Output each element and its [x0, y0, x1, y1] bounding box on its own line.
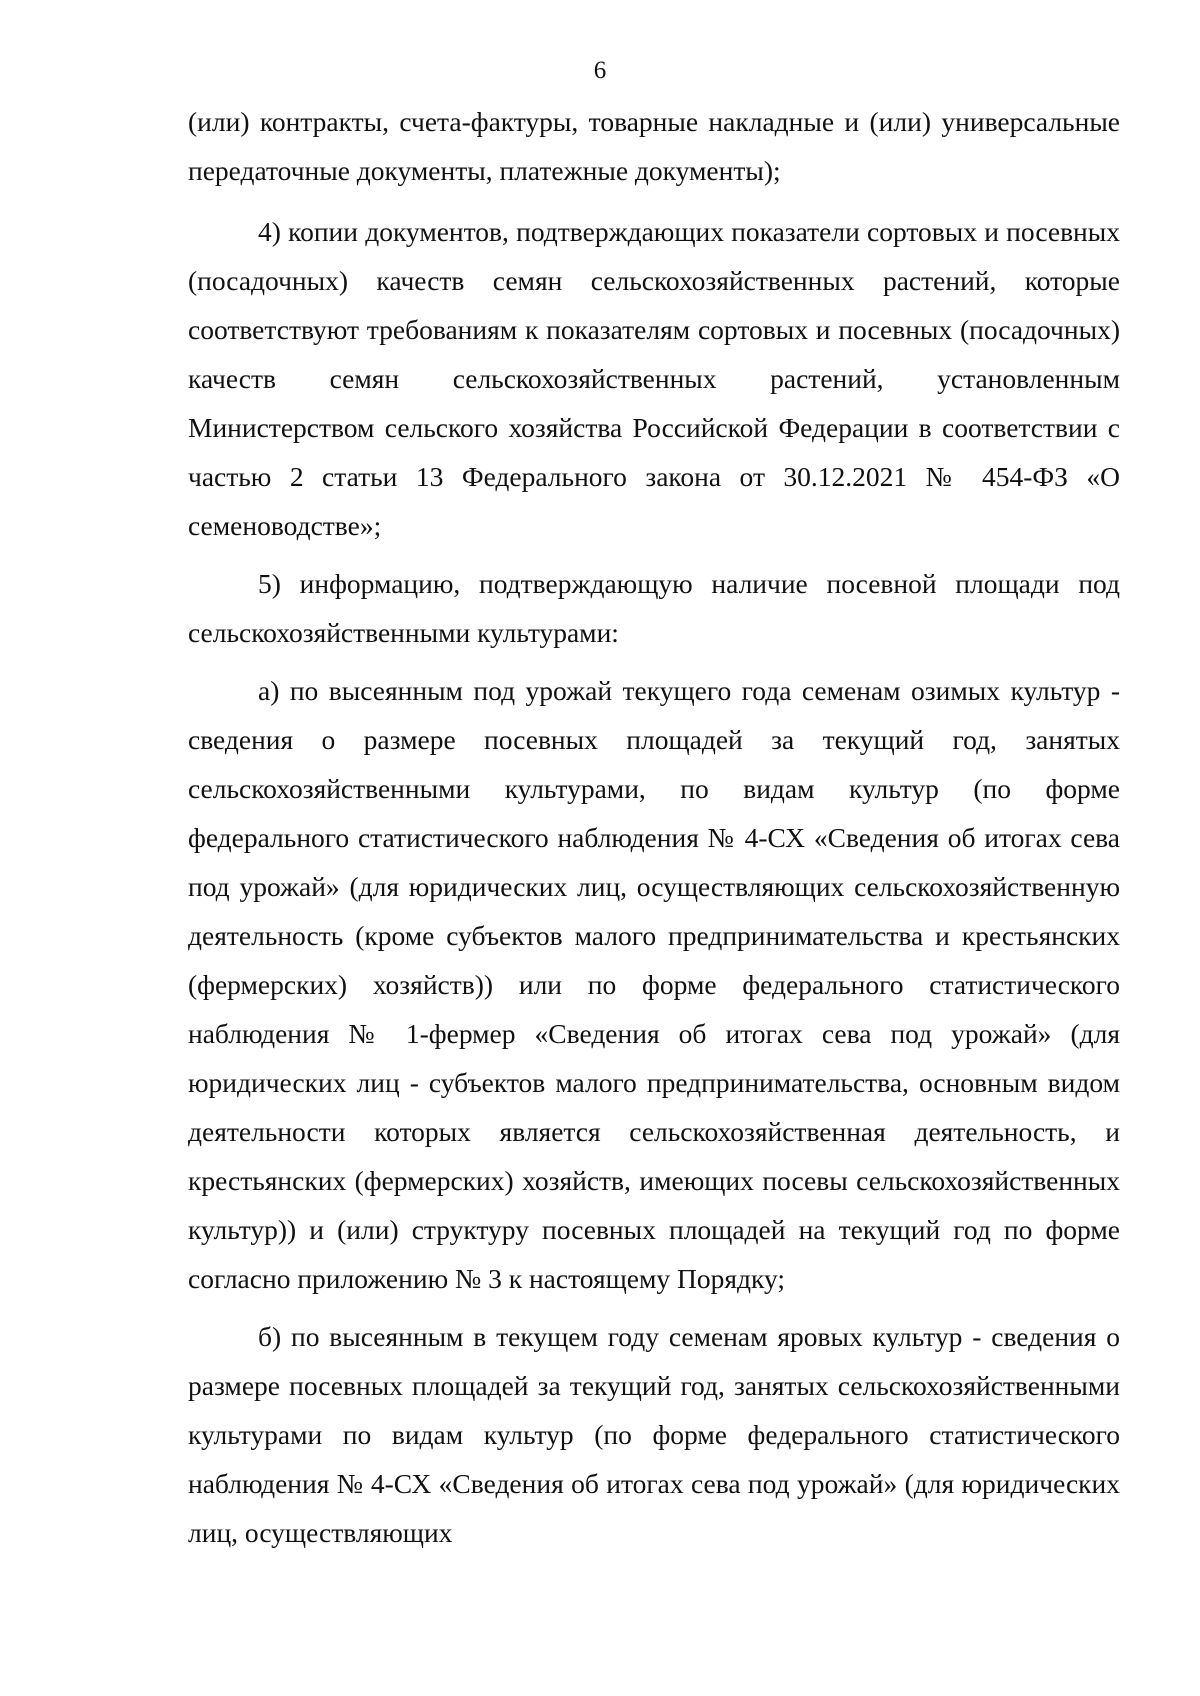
paragraph-continuation: (или) контракты, счета-фактуры, товарные накладные и (или) универсальные передаточные документы, платежные документы); [188, 106, 1120, 186]
paragraph-subitem-a: а) по высеянным под урожай текущего года семенам озимых культур - сведения о размере посевных площадей за текущий год, занятых сельскохозяйственными культурами, по видам культур (по форме федерального статистического наблюдения № 4-СХ «Сведения об итогах сева под урожай» (для юридических лиц, осуществляющих сельскохозяйственную деятельность (кроме субъектов малого предпринимательства и крестьянских (фермерских) хозяйств)) или по форме федерального статистического наблюдения № 1-фермер «Сведения об итогах сева под урожай» (для юридических лиц - субъектов малого предпринимательства, основным видом деятельности которых является сельскохозяйственная деятельность, и крестьянских (фермерских) хозяйств, имеющих посевы сельскохозяйственных культур)) и (или) структуру посевных площадей на текущий год по форме согласно приложению № 3 к настоящему Порядку; [188, 675, 1120, 1294]
paragraph-item-5: 5) информацию, подтверждающую наличие посевной площади под сельскохозяйственными культурами: [188, 568, 1120, 648]
paragraph-item-4: 4) копии документов, подтверждающих показатели сортовых и посевных (посадочных) качеств семян сельскохозяйственных растений, которые соответствуют требованиям к показателям сортовых и посевных (посадочных) качеств семян сельскохозяйственных растений, установленным Министерством сельского хозяйства Российской Федерации в соответствии с частью 2 статьи 13 Федерального закона от 30.12.2021 № 454-ФЗ «О семеноводстве»; [188, 216, 1120, 541]
document-body [188, 97, 1120, 1557]
page-number: 6 [593, 57, 607, 84]
paragraph-subitem-b: б) по высеянным в текущем году семенам яровых культур - сведения о размере посевных площадей за текущий год, занятых сельскохозяйственными культурами по видам культур (по форме федерального статистического наблюдения № 4-СХ «Сведения об итогах сева под урожай» (для юридических лиц, осуществляющих [188, 1321, 1120, 1548]
